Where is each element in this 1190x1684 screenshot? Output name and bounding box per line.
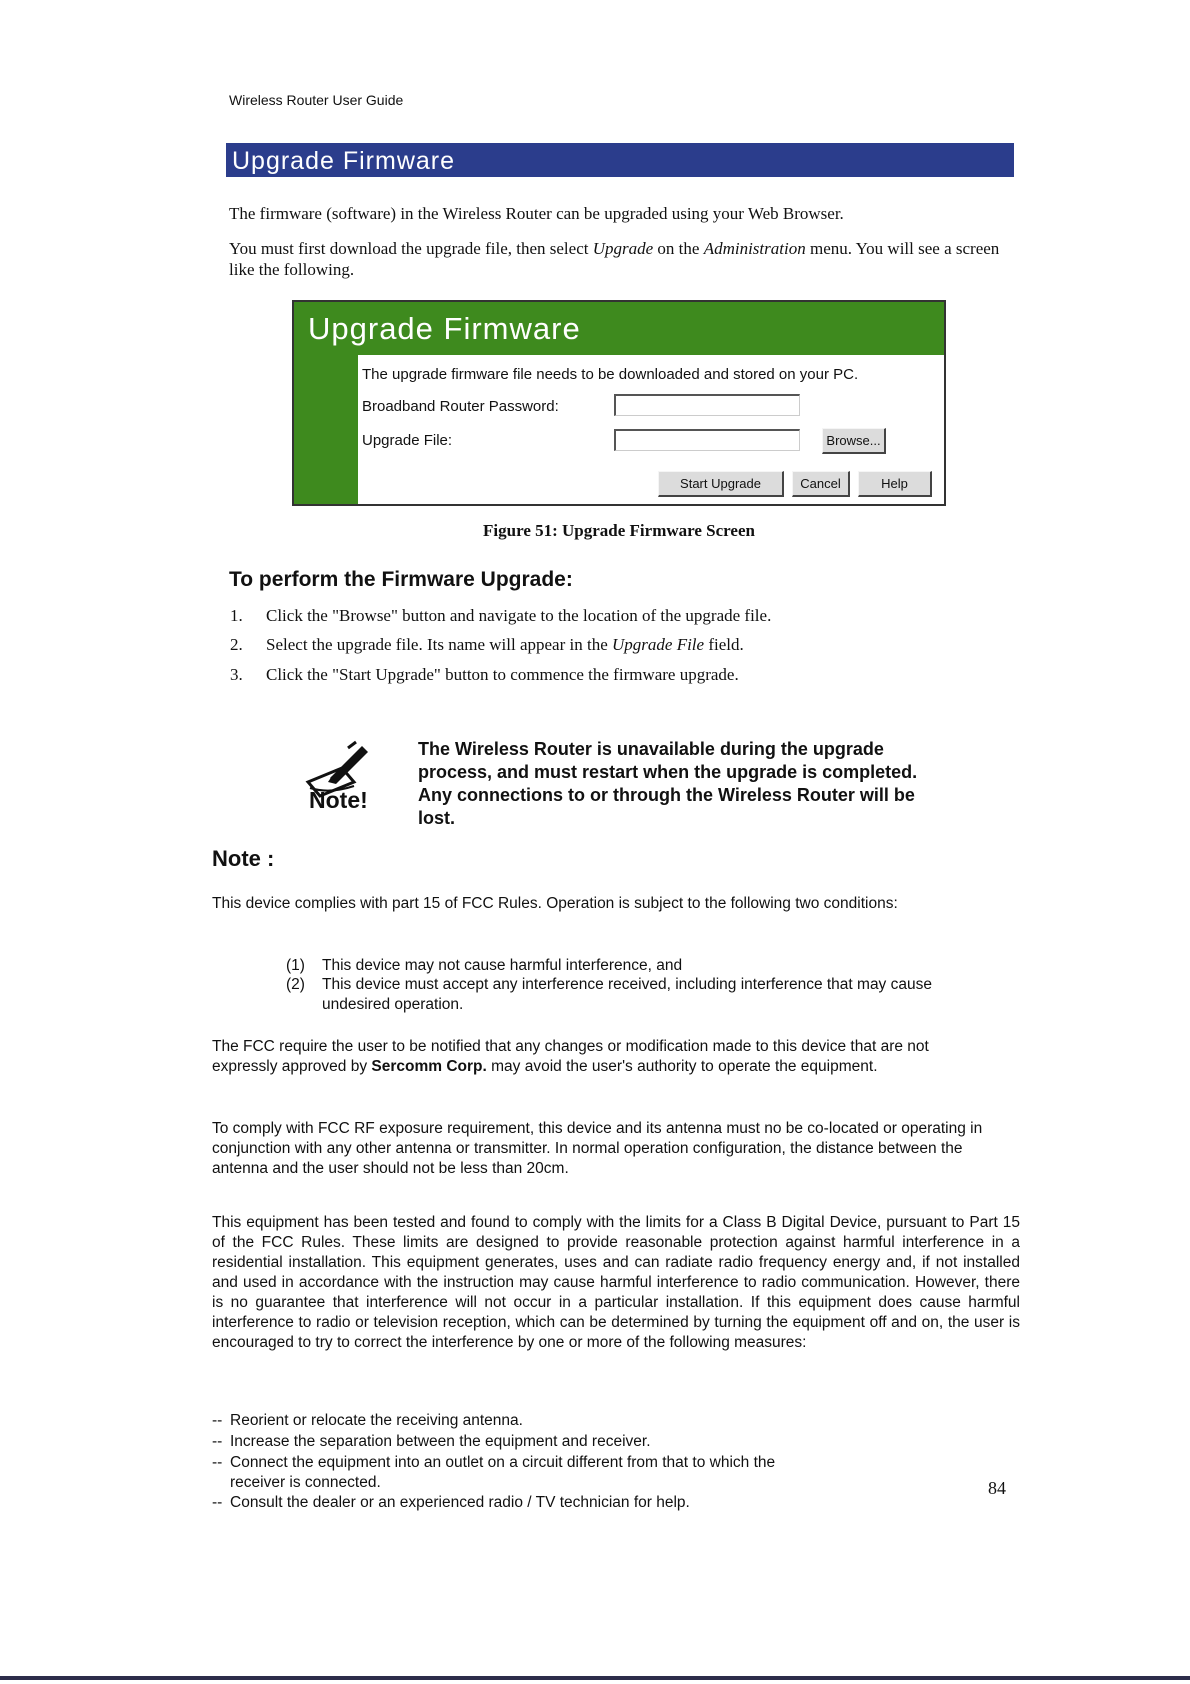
password-input[interactable] xyxy=(614,394,800,416)
start-upgrade-button[interactable]: Start Upgrade xyxy=(658,471,784,497)
upgrade-term: Upgrade xyxy=(592,239,654,258)
condition-item xyxy=(286,975,986,1015)
running-header: Wireless Router User Guide xyxy=(229,92,404,108)
condition-text: This device must accept any interference received, including interference that may cause undesired operation. xyxy=(322,976,932,1013)
step-text: Click the "Start Upgrade" button to commence the firmware upgrade. xyxy=(266,665,739,684)
class-b-paragraph: This equipment has been tested and found to comply with the limits for a Class B Digital Device, pursuant to Part 15 of the FCC Rules. These limits are designed to provide reasonable protection against harmful interference in a residential installation. This equipment generates, uses and can radiate radio frequency energy and, if not installed and used in accordance with the instruction may cause harmful interference to radio communication. However, there is no guarantee that interference will not occur in a particular installation. If this equipment does cause harmful interference to radio or television reception, which can be determined by turning the equipment off and on, the user is encouraged to try to correct the interference by one or more of the following measures: xyxy=(212,1214,1020,1351)
intro-paragraph-2 xyxy=(229,238,1009,280)
measure-dash: -- xyxy=(212,1412,223,1429)
step-item xyxy=(230,606,771,626)
step-number: 3. xyxy=(230,665,243,684)
page-number: 84 xyxy=(988,1478,1006,1498)
step-number: 2. xyxy=(230,635,243,654)
condition-number: (2) xyxy=(286,976,305,993)
upgrade-file-input[interactable] xyxy=(614,429,800,451)
help-button[interactable]: Help xyxy=(858,471,932,497)
step-text: Click the "Browse" button and navigate to the location of the upgrade file. xyxy=(266,606,772,625)
upgrade-file-term: Upgrade File xyxy=(612,635,705,654)
section-title-banner: Upgrade Firmware xyxy=(226,143,1014,177)
intro-text-c: menu. You will see a screen like the following. xyxy=(229,239,1000,279)
intro-text-b: on the xyxy=(653,239,704,258)
upgrade-file-label: Upgrade File: xyxy=(362,432,453,449)
fcc-para2-text-b: may avoid the user's authority to operate the equipment. xyxy=(486,1058,878,1075)
measure-item xyxy=(212,1453,812,1493)
measure-dash: -- xyxy=(212,1454,223,1471)
password-label: Broadband Router Password: xyxy=(362,398,559,415)
condition-item xyxy=(286,956,986,976)
fcc-para2-text-a: The FCC require the user to be notified that any changes or modification made to this device that are not expressly approved by xyxy=(212,1038,929,1075)
step-text: Select the upgrade file. Its name will appear in the xyxy=(266,635,613,654)
rf-exposure-paragraph: To comply with FCC RF exposure requirement, this device and its antenna must no be co-located or operating in conjunction with any other antenna or transmitter. In normal operation configuration, the distance between the antenna and the user should not be less than 20cm. xyxy=(212,1120,983,1177)
company-name: Sercomm Corp. xyxy=(371,1058,487,1075)
steps-heading: To perform the Firmware Upgrade: xyxy=(229,568,573,591)
figure-title: Upgrade Firmware xyxy=(308,311,581,346)
measure-item xyxy=(212,1411,812,1431)
bottom-rule xyxy=(0,1676,1190,1680)
note-text: The Wireless Router is unavailable during the upgrade process, and must restart when the upgrade is completed. Any connections to or through the Wireless Router will be lost. xyxy=(418,739,918,828)
measure-dash: -- xyxy=(212,1494,223,1511)
fcc-modification-paragraph xyxy=(212,1037,992,1077)
upgrade-firmware-figure xyxy=(292,300,946,506)
step-text-end: field. xyxy=(704,635,744,654)
fcc-intro: This device complies with part 15 of FCC Rules. Operation is subject to the following two conditions: xyxy=(212,895,898,912)
figure-caption: Figure 51: Upgrade Firmware Screen xyxy=(483,521,755,540)
measure-dash: -- xyxy=(212,1433,223,1450)
measure-item xyxy=(212,1432,812,1452)
measure-text: Increase the separation between the equipment and receiver. xyxy=(230,1433,651,1450)
intro-paragraph-1: The firmware (software) in the Wireless Router can be upgraded using your Web Browser. xyxy=(229,204,844,223)
cancel-button[interactable]: Cancel xyxy=(792,471,850,497)
measure-item xyxy=(212,1493,812,1513)
fcc-note-heading: Note : xyxy=(212,846,275,871)
figure-description: The upgrade firmware file needs to be downloaded and stored on your PC. xyxy=(362,366,859,383)
condition-number: (1) xyxy=(286,957,305,974)
note-icon-label: Note! xyxy=(309,787,368,813)
condition-text: This device may not cause harmful interference, and xyxy=(322,957,683,974)
step-number: 1. xyxy=(230,606,243,625)
step-item xyxy=(230,635,744,655)
browse-button[interactable]: Browse... xyxy=(822,428,886,454)
administration-term: Administration xyxy=(703,239,806,258)
step-item xyxy=(230,665,739,685)
measure-text: Reorient or relocate the receiving antenna. xyxy=(230,1412,523,1429)
intro-text-a: You must first download the upgrade file, then select xyxy=(229,239,593,258)
measure-text: Connect the equipment into an outlet on a circuit different from that to which the receiver is connected. xyxy=(230,1454,776,1491)
measure-text: Consult the dealer or an experienced radio / TV technician for help. xyxy=(230,1494,690,1511)
